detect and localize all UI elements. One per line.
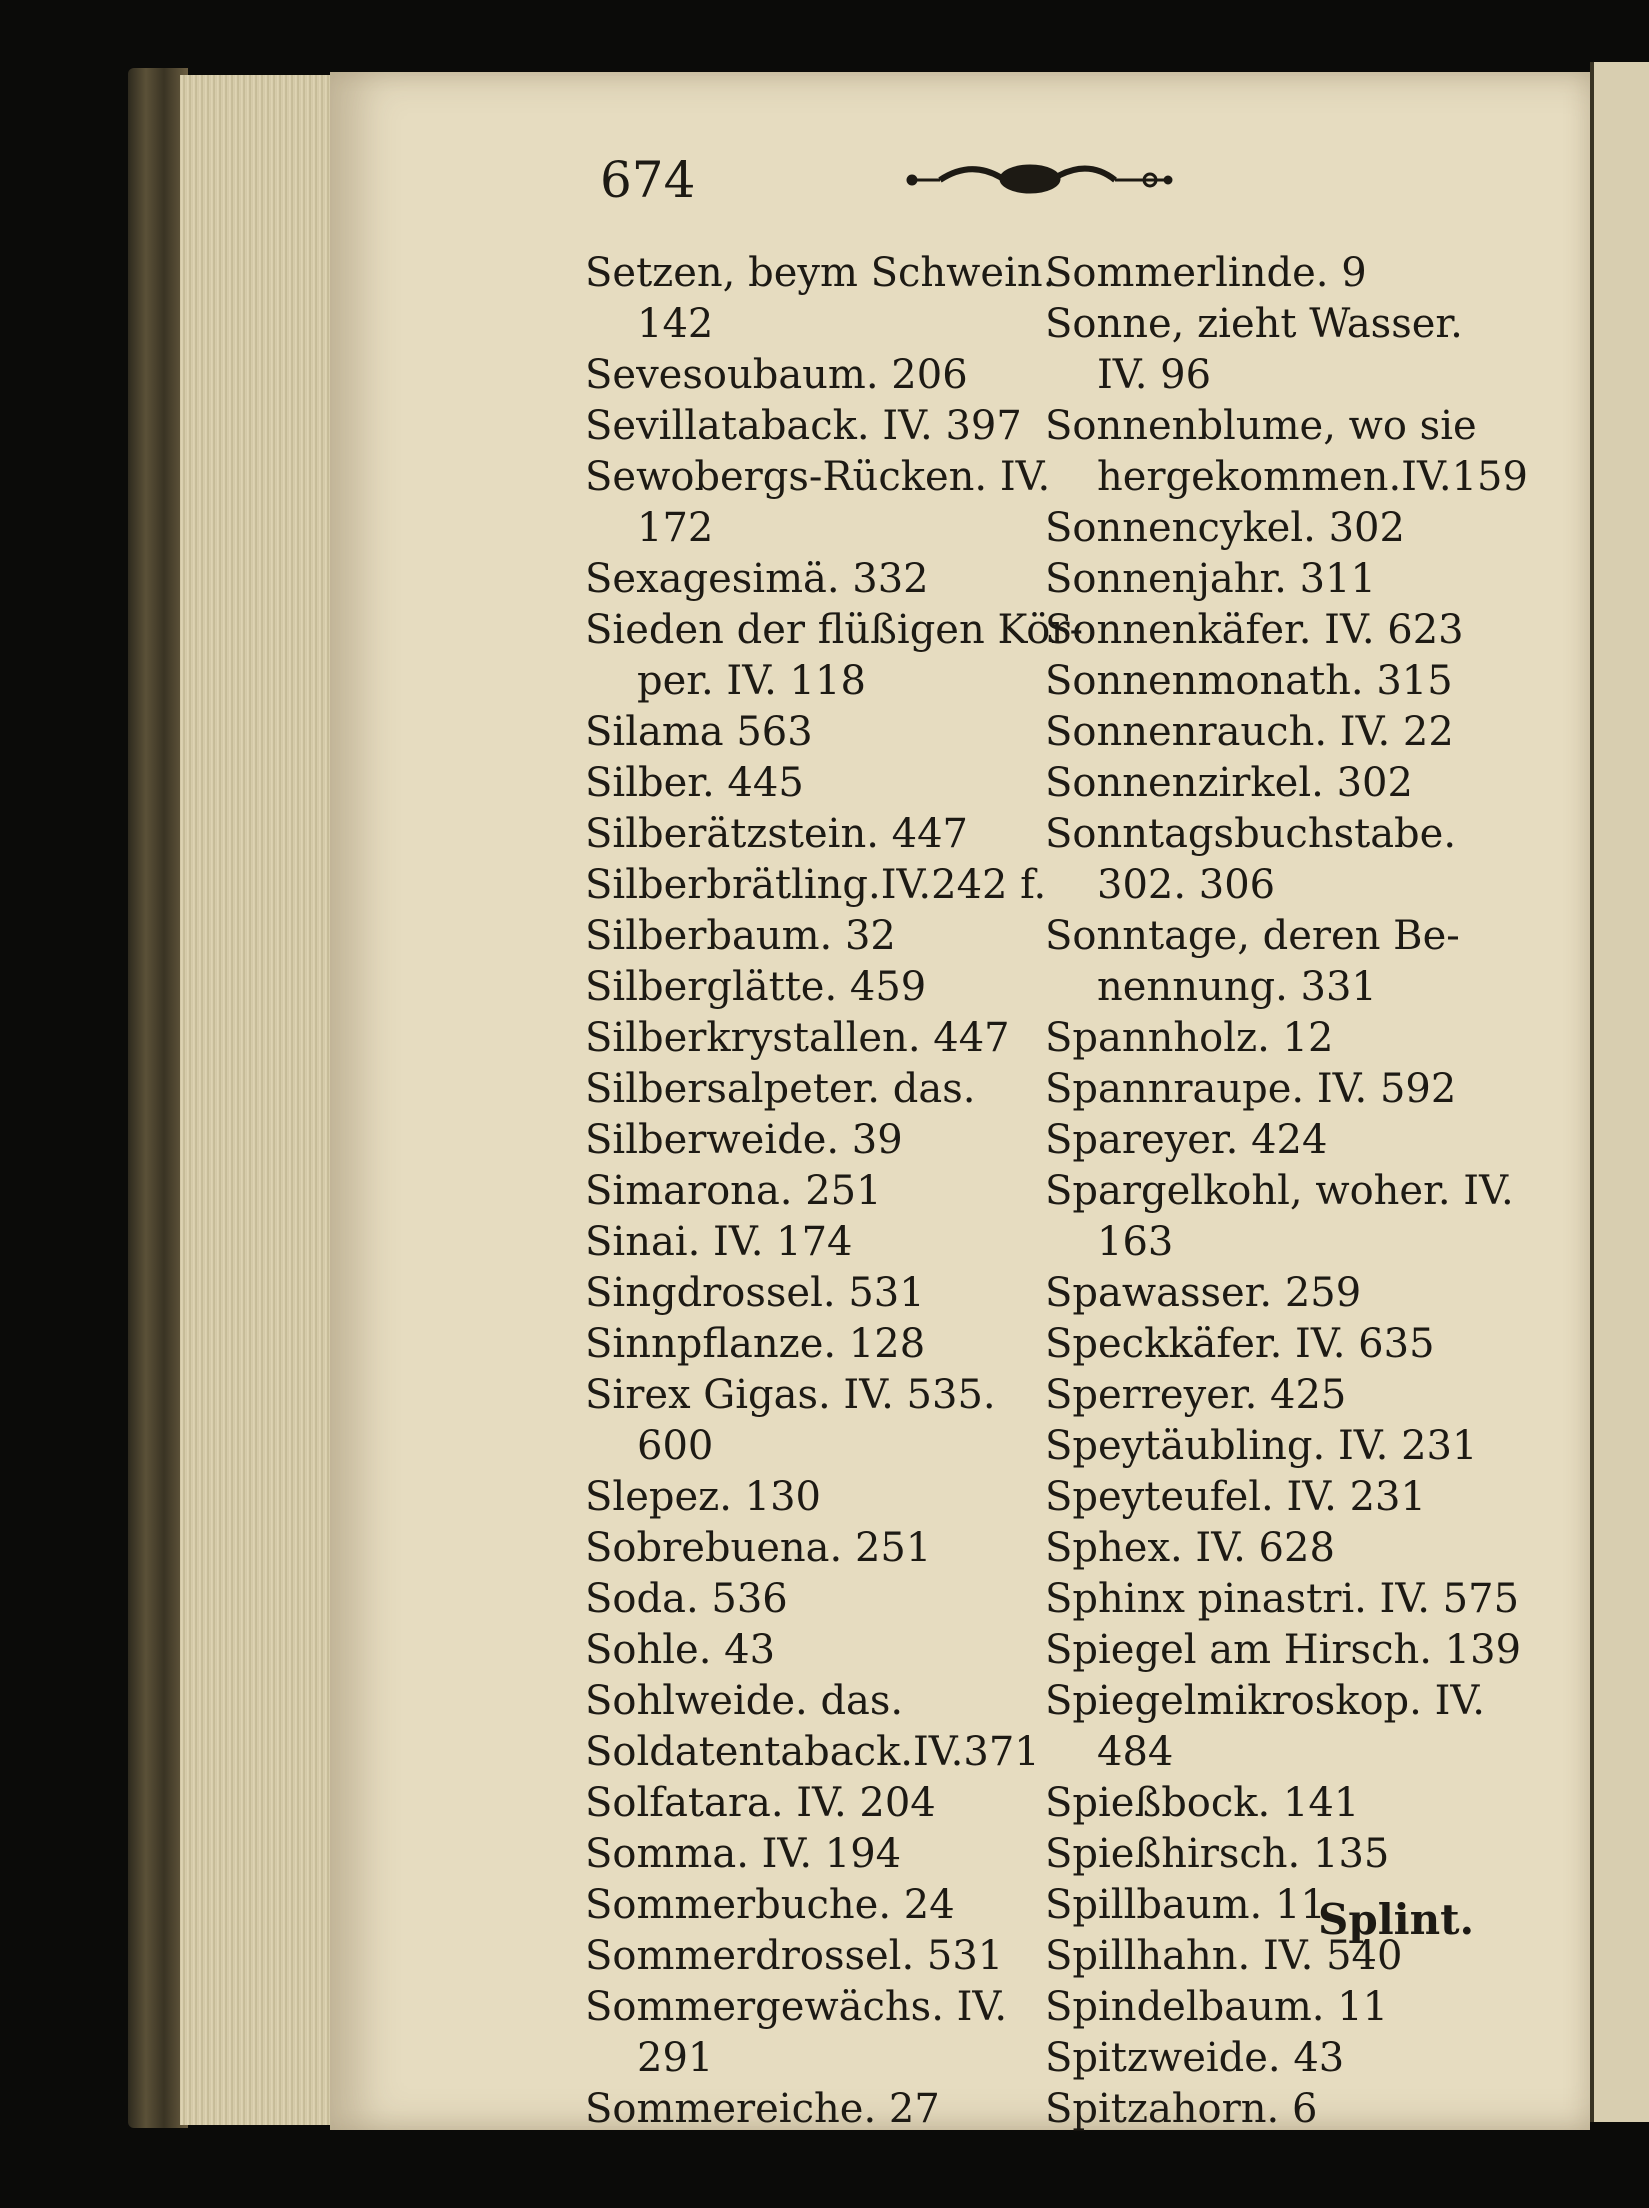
index-entry: Sommergewächs. IV. <box>585 1984 1008 2030</box>
page-number: 674 <box>600 151 696 209</box>
index-entry: Sohle. 43 <box>585 1627 776 1673</box>
index-entry: Sommereiche. 27 <box>585 2086 940 2132</box>
index-entry: Somma. IV. 194 <box>585 1831 902 1877</box>
index-entry: Spitzahorn. 6 <box>1045 2086 1318 2132</box>
index-entry: Silbersalpeter. das. <box>585 1066 976 1112</box>
index-entry: Sommerlinde. 9 <box>1045 250 1367 296</box>
index-entry: Sexagesimä. 332 <box>585 556 929 602</box>
index-entry: Sirex Gigas. IV. 535. <box>585 1372 996 1418</box>
index-entry: Silberätzstein. 447 <box>585 811 968 857</box>
index-column-right <box>1045 248 1528 2135</box>
index-entry: Sphex. IV. 628 <box>1045 1525 1335 1571</box>
catchword: Splint. <box>1318 1895 1475 1944</box>
index-entry: Spillbaum. 11 <box>1045 1882 1326 1928</box>
index-entry: Sommerdrossel. 531 <box>585 1933 1004 1979</box>
index-entry: Sonnenzirkel. 302 <box>1045 760 1413 806</box>
index-entry: Spargelkohl, woher. IV. <box>1045 1168 1514 1214</box>
index-entry: Sonnenkäfer. IV. 623 <box>1045 607 1464 653</box>
index-entry: nennung. 331 <box>1097 964 1377 1010</box>
index-entry: Silber. 445 <box>585 760 804 806</box>
index-entry: Sonnenmonath. 315 <box>1045 658 1453 704</box>
index-entry: Silberbaum. 32 <box>585 913 896 959</box>
index-entry: Sonntagsbuchstabe. <box>1045 811 1457 857</box>
index-entry: Setzen, beym Schwein. <box>585 250 1056 296</box>
index-entry: 291 <box>637 2035 714 2081</box>
index-entry: Silama 563 <box>585 709 813 755</box>
index-entry: Sevesoubaum. 206 <box>585 352 968 398</box>
index-entry: Sonntage, deren Be- <box>1045 913 1460 959</box>
index-entry: Sommerbuche. 24 <box>585 1882 955 1928</box>
index-entry: Silberweide. 39 <box>585 1117 903 1163</box>
index-entry: Spiegelmikroskop. IV. <box>1045 1678 1485 1724</box>
index-entry: Solfatara. IV. 204 <box>585 1780 936 1826</box>
index-entry: Spießhirsch. 135 <box>1045 1831 1390 1877</box>
index-entry: Slepez. 130 <box>585 1474 821 1520</box>
index-entry: Spawasser. 259 <box>1045 1270 1362 1316</box>
index-entry: Sinnpflanze. 128 <box>585 1321 926 1367</box>
index-entry: Sieden der flüßigen Kör- <box>585 607 1083 653</box>
index-entry: Sonnenblume, wo sie <box>1045 403 1477 449</box>
index-entry: Spannraupe. IV. 592 <box>1045 1066 1457 1112</box>
index-entry: 163 <box>1097 1219 1174 1265</box>
index-entry: Sinai. IV. 174 <box>585 1219 853 1265</box>
index-entry: Soldatentaback.IV.371 <box>585 1729 1040 1775</box>
index-entry: Sonnenjahr. 311 <box>1045 556 1376 602</box>
index-entry: 484 <box>1097 1729 1174 1775</box>
index-entry: Spiegel am Hirsch. 139 <box>1045 1627 1522 1673</box>
ornament-icon <box>900 155 1180 205</box>
book-cover-edge <box>128 68 188 2128</box>
index-entry: Sobrebuena. 251 <box>585 1525 932 1571</box>
index-entry: Spannholz. 12 <box>1045 1015 1334 1061</box>
index-entry: Silberbrätling.IV.242 f. <box>585 862 1047 908</box>
index-entry: Sphinx pinastri. IV. 575 <box>1045 1576 1520 1622</box>
index-entry: Spießbock. 141 <box>1045 1780 1360 1826</box>
index-entry: Soda. 536 <box>585 1576 788 1622</box>
index-entry: Silberkrystallen. 447 <box>585 1015 1010 1061</box>
index-entry: Silberglätte. 459 <box>585 964 927 1010</box>
index-entry: Spareyer. 424 <box>1045 1117 1328 1163</box>
index-entry: Sewobergs-Rücken. IV. <box>585 454 1051 500</box>
index-entry: Sohlweide. das. <box>585 1678 904 1724</box>
index-entry: 172 <box>637 505 714 551</box>
index-entry: 302. 306 <box>1097 862 1276 908</box>
index-entry: 142 <box>637 301 714 347</box>
index-entry: Spindelbaum. 11 <box>1045 1984 1389 2030</box>
index-entry: Sperreyer. 425 <box>1045 1372 1347 1418</box>
index-entry: Spitzweide. 43 <box>1045 2035 1345 2081</box>
index-entry: Speckkäfer. IV. 635 <box>1045 1321 1435 1367</box>
index-entry: Sonnenrauch. IV. 22 <box>1045 709 1454 755</box>
index-entry: Spillhahn. IV. 540 <box>1045 1933 1403 1979</box>
index-entry: Speyteufel. IV. 231 <box>1045 1474 1426 1520</box>
index-entry: hergekommen.IV.159 <box>1097 454 1528 500</box>
index-entry: Speytäubling. IV. 231 <box>1045 1423 1478 1469</box>
index-entry: per. IV. 118 <box>637 658 866 704</box>
index-entry: Simarona. 251 <box>585 1168 882 1214</box>
index-column-left <box>585 248 1083 2135</box>
index-entry: IV. 96 <box>1097 352 1212 398</box>
index-entry: Sevillataback. IV. 397 <box>585 403 1022 449</box>
index-entry: 600 <box>637 1423 714 1469</box>
index-entry: Sonnencykel. 302 <box>1045 505 1405 551</box>
index-entry: Sonne, zieht Wasser. <box>1045 301 1463 347</box>
facing-page-edge <box>1590 62 1649 2122</box>
index-entry: Singdrossel. 531 <box>585 1270 925 1316</box>
